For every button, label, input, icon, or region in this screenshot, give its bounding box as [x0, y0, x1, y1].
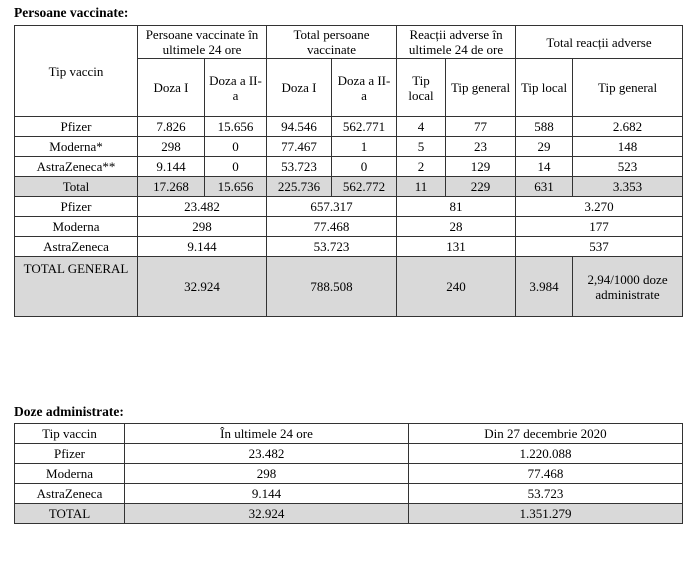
row2-label-moderna: Moderna — [15, 464, 125, 484]
grand-total-adverse-local: 3.984 — [516, 257, 573, 317]
row-label-moderna: Moderna* — [15, 137, 138, 157]
grand-total-vaccinated: 788.508 — [267, 257, 397, 317]
row-label-astrazeneca: AstraZeneca** — [15, 157, 138, 177]
table-row — [15, 444, 683, 464]
cell-moderna-total-doza2: 1 — [332, 137, 397, 157]
header-doza-1-total: Doza I — [267, 59, 332, 117]
cell-astrazeneca-advtotal-local: 14 — [516, 157, 573, 177]
summary-label-astrazeneca: AstraZeneca — [15, 237, 138, 257]
table1-header-row-groups — [15, 26, 683, 59]
summary-astrazeneca-last24: 9.144 — [138, 237, 267, 257]
cell2-astrazeneca-since: 53.723 — [409, 484, 683, 504]
cell-total-total-doza1: 225.736 — [267, 177, 332, 197]
row-label-total: Total — [15, 177, 138, 197]
cell-pfizer-adv24-general: 77 — [446, 117, 516, 137]
summary-label-pfizer: Pfizer — [15, 197, 138, 217]
cell-astrazeneca-total-doza2: 0 — [332, 157, 397, 177]
table-row — [15, 464, 683, 484]
header-group-total-reactii-adverse: Total reacții adverse — [516, 26, 683, 59]
table-row — [15, 484, 683, 504]
grand-total-adverse-rate: 2,94/1000 doze administrate — [573, 257, 683, 317]
cell-pfizer-total-doza2: 562.771 — [332, 117, 397, 137]
summary-moderna-total-vaccinated: 77.468 — [267, 217, 397, 237]
summary-moderna-adverse-last24: 28 — [397, 217, 516, 237]
row2-label-pfizer: Pfizer — [15, 444, 125, 464]
header-tip-general-total: Tip general — [573, 59, 683, 117]
cell-pfizer-last24-doza1: 7.826 — [138, 117, 205, 137]
header-tip-general-24: Tip general — [446, 59, 516, 117]
header-doza-1-ultimele: Doza I — [138, 59, 205, 117]
header-group-ultimele-24-ore: Persoane vaccinate în ultimele 24 ore — [138, 26, 267, 59]
cell-pfizer-adv24-local: 4 — [397, 117, 446, 137]
summary-row — [15, 237, 683, 257]
grand-total-adverse-last24: 240 — [397, 257, 516, 317]
table2-header-row — [15, 424, 683, 444]
header2-ultimele-24-ore: În ultimele 24 ore — [125, 424, 409, 444]
cell2-pfizer-since: 1.220.088 — [409, 444, 683, 464]
cell-astrazeneca-advtotal-general: 523 — [573, 157, 683, 177]
summary-pfizer-last24: 23.482 — [138, 197, 267, 217]
cell2-total-since: 1.351.279 — [409, 504, 683, 524]
cell-moderna-adv24-local: 5 — [397, 137, 446, 157]
cell2-total-last24: 32.924 — [125, 504, 409, 524]
table-row — [15, 117, 683, 137]
cell-moderna-advtotal-local: 29 — [516, 137, 573, 157]
row-label-pfizer: Pfizer — [15, 117, 138, 137]
cell2-moderna-last24: 298 — [125, 464, 409, 484]
summary-pfizer-adverse-total: 3.270 — [516, 197, 683, 217]
summary-moderna-last24: 298 — [138, 217, 267, 237]
header-doza-2-ultimele: Doza a II-a — [205, 59, 267, 117]
header2-din-27-decembrie: Din 27 decembrie 2020 — [409, 424, 683, 444]
cell-total-adv24-local: 11 — [397, 177, 446, 197]
summary-pfizer-total-vaccinated: 657.317 — [267, 197, 397, 217]
cell-astrazeneca-last24-doza1: 9.144 — [138, 157, 205, 177]
cell-pfizer-advtotal-local: 588 — [516, 117, 573, 137]
caption-persoane-vaccinate: Persoane vaccinate: — [14, 5, 129, 20]
summary-astrazeneca-total-vaccinated: 53.723 — [267, 237, 397, 257]
header-tip-local-total: Tip local — [516, 59, 573, 117]
summary-moderna-adverse-total: 177 — [516, 217, 683, 237]
header-group-reactii-adverse-24-ore: Reacții adverse în ultimele 24 de ore — [397, 26, 516, 59]
cell-pfizer-advtotal-general: 2.682 — [573, 117, 683, 137]
table-row — [15, 157, 683, 177]
cell-astrazeneca-last24-doza2: 0 — [205, 157, 267, 177]
grand-total-label: TOTAL GENERAL — [15, 257, 138, 317]
cell2-astrazeneca-last24: 9.144 — [125, 484, 409, 504]
cell-total-total-doza2: 562.772 — [332, 177, 397, 197]
cell-pfizer-last24-doza2: 15.656 — [205, 117, 267, 137]
cell-moderna-last24-doza2: 0 — [205, 137, 267, 157]
table-row — [15, 137, 683, 157]
row2-label-astrazeneca: AstraZeneca — [15, 484, 125, 504]
cell-total-advtotal-local: 631 — [516, 177, 573, 197]
cell-astrazeneca-total-doza1: 53.723 — [267, 157, 332, 177]
grand-total-last24: 32.924 — [138, 257, 267, 317]
summary-row — [15, 217, 683, 237]
caption-doze-administrate: Doze administrate: — [14, 404, 124, 419]
table-row-total — [15, 177, 683, 197]
cell-moderna-adv24-general: 23 — [446, 137, 516, 157]
summary-astrazeneca-adverse-last24: 131 — [397, 237, 516, 257]
cell-total-last24-doza2: 15.656 — [205, 177, 267, 197]
header-group-total-persoane-vaccinate: Total persoane vaccinate — [267, 26, 397, 59]
cell-total-advtotal-general: 3.353 — [573, 177, 683, 197]
table-doze-administrate — [14, 423, 683, 524]
cell-pfizer-total-doza1: 94.546 — [267, 117, 332, 137]
summary-astrazeneca-adverse-total: 537 — [516, 237, 683, 257]
header-doza-2-total: Doza a II-a — [332, 59, 397, 117]
table2-total-row — [15, 504, 683, 524]
header-tip-local-24: Tip local — [397, 59, 446, 117]
cell2-moderna-since: 77.468 — [409, 464, 683, 484]
summary-row — [15, 197, 683, 217]
cell-moderna-advtotal-general: 148 — [573, 137, 683, 157]
cell-astrazeneca-adv24-local: 2 — [397, 157, 446, 177]
summary-pfizer-adverse-last24: 81 — [397, 197, 516, 217]
summary-label-moderna: Moderna — [15, 217, 138, 237]
cell-moderna-last24-doza1: 298 — [138, 137, 205, 157]
cell-moderna-total-doza1: 77.467 — [267, 137, 332, 157]
header-tip-vaccin: Tip vaccin — [15, 26, 138, 117]
cell-astrazeneca-adv24-general: 129 — [446, 157, 516, 177]
header2-tip-vaccin: Tip vaccin — [15, 424, 125, 444]
cell2-pfizer-last24: 23.482 — [125, 444, 409, 464]
cell-total-adv24-general: 229 — [446, 177, 516, 197]
row2-label-total: TOTAL — [15, 504, 125, 524]
grand-total-row — [15, 257, 683, 317]
cell-total-last24-doza1: 17.268 — [138, 177, 205, 197]
table-persoane-vaccinate — [14, 25, 683, 317]
